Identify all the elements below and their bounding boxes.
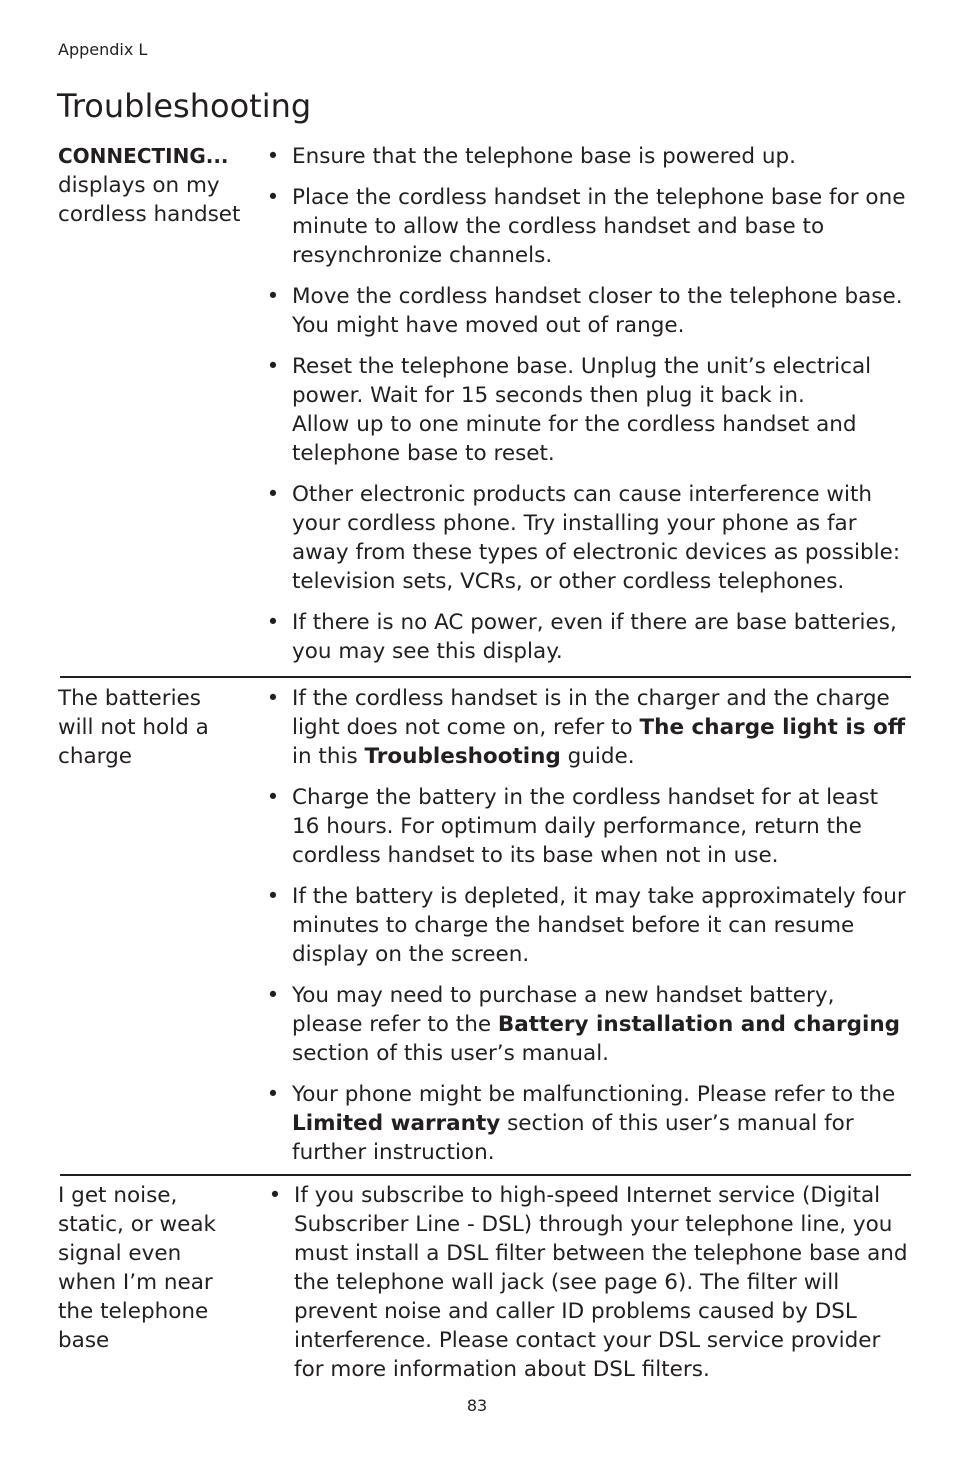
section-divider bbox=[60, 1174, 911, 1176]
appendix-label: Appendix L bbox=[58, 40, 148, 59]
solution-item bbox=[263, 183, 911, 270]
solution-text: Ensure that the telephone base is powered up. bbox=[292, 144, 796, 169]
bullet-icon: • bbox=[266, 686, 280, 711]
solution-item bbox=[263, 981, 911, 1068]
page-number: 83 bbox=[466, 1396, 488, 1415]
bullet-icon: • bbox=[266, 354, 280, 379]
solution-list bbox=[263, 684, 911, 1179]
solution-text: If you subscribe to high-speed Internet service (Digital Subscriber Line - DSL) through your telephone line, you must install a DSL filter between the telephone base and the telephone wall jack (see page 6). The filter will prevent noise and caller ID problems caused by DSL interference. Please contact your DSL service provider for more information about DSL filters. bbox=[294, 1183, 908, 1382]
solution-item bbox=[263, 282, 911, 340]
solution-text: If there is no AC power, even if there are base batteries, you may see this display. bbox=[292, 610, 897, 664]
page-title: Troubleshooting bbox=[57, 87, 312, 125]
solution-item bbox=[263, 480, 911, 596]
solution-item bbox=[263, 352, 911, 468]
bullet-icon: • bbox=[266, 185, 280, 210]
section-divider bbox=[60, 676, 911, 678]
solution-list bbox=[265, 1181, 913, 1396]
problem-description bbox=[58, 142, 253, 229]
problem-text: The batteries will not hold a charge bbox=[58, 686, 209, 769]
solution-text: Reset the telephone base. Unplug the unit’s electrical power. Wait for 15 seconds then plug it back in. Allow up to one minute for the cordless handset and telephone base to reset. bbox=[292, 354, 872, 466]
solution-item bbox=[263, 1080, 911, 1167]
bullet-icon: • bbox=[266, 284, 280, 309]
solution-item bbox=[265, 1181, 913, 1384]
solution-text: Other electronic products can cause interference with your cordless phone. Try installing your phone as far away from these types of electronic devices as possible: television sets, VCRs, or other cordless telephones. bbox=[292, 482, 901, 594]
solution-item bbox=[263, 142, 911, 171]
bullet-icon: • bbox=[266, 785, 280, 810]
solution-text: Place the cordless handset in the telephone base for one minute to allow the cordless handset and base to resynchronize channels. bbox=[292, 185, 906, 268]
bullet-icon: • bbox=[266, 884, 280, 909]
problem-description bbox=[58, 684, 228, 771]
bullet-icon: • bbox=[266, 482, 280, 507]
problem-text: displays on my cordless handset bbox=[58, 173, 241, 227]
solution-list bbox=[263, 142, 911, 678]
solution-text: Move the cordless handset closer to the telephone base. You might have moved out of range. bbox=[292, 284, 903, 338]
solution-item bbox=[263, 608, 911, 666]
solution-text: Charge the battery in the cordless handset for at least 16 hours. For optimum daily performance, return the cordless handset to its base when not in use. bbox=[292, 785, 879, 868]
bullet-icon: • bbox=[266, 610, 280, 635]
solution-text: If the battery is depleted, it may take approximately four minutes to charge the handset before it can resume display on the screen. bbox=[292, 884, 906, 967]
solution-text: If the cordless handset is in the charger and the charge light does not come on, refer to The charge light is off in this Troubleshooting guide. bbox=[292, 686, 906, 769]
solution-item bbox=[263, 684, 911, 771]
solution-item bbox=[263, 783, 911, 870]
bullet-icon: • bbox=[268, 1183, 282, 1208]
bullet-icon: • bbox=[266, 1082, 280, 1107]
bullet-icon: • bbox=[266, 983, 280, 1008]
problem-keyword: CONNECTING... bbox=[58, 144, 229, 168]
solution-text: You may need to purchase a new handset battery, please refer to the Battery installation and charging section of this user’s manual. bbox=[292, 983, 901, 1066]
problem-text: I get noise, static, or weak signal even when I’m near the telephone base bbox=[58, 1183, 216, 1353]
solution-text: Your phone might be malfunctioning. Please refer to the Limited warranty section of this user’s manual for further instruction. bbox=[292, 1082, 896, 1165]
bullet-icon: • bbox=[266, 144, 280, 169]
solution-item bbox=[263, 882, 911, 969]
problem-description bbox=[58, 1181, 223, 1355]
